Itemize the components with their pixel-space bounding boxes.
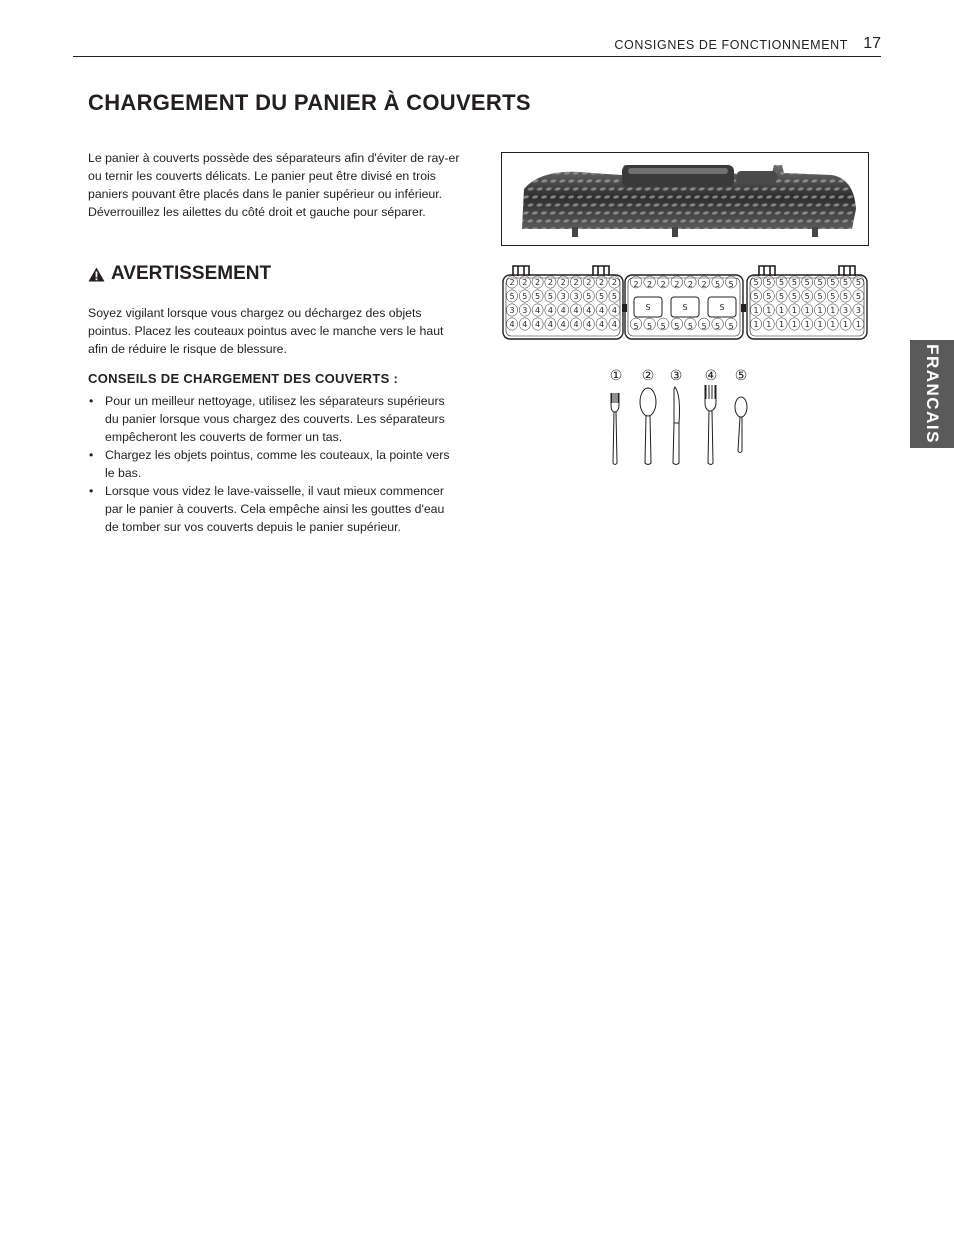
tips-heading: CONSEILS DE CHARGEMENT DES COUVERTS : xyxy=(88,371,399,386)
basket-slot-number: 4 xyxy=(611,320,617,329)
basket-slot-number: 2 xyxy=(586,278,592,287)
basket-slot-number: 5 xyxy=(791,278,797,287)
basket-slot-number: 2 xyxy=(660,280,666,289)
utensil-number: ⑤ xyxy=(734,368,748,384)
basket-slot-number: S xyxy=(682,303,688,312)
basket-slot-number: 5 xyxy=(804,292,810,301)
basket-slot-number: 4 xyxy=(535,306,541,315)
warning-triangle-icon xyxy=(88,267,105,282)
tips-list xyxy=(88,392,460,536)
basket-slot-number: 5 xyxy=(586,292,592,301)
basket-slot-number: 5 xyxy=(855,278,861,287)
utensil-number: ④ xyxy=(704,368,718,384)
basket-slot-number: 3 xyxy=(855,306,861,315)
basket-slot-number: 2 xyxy=(701,280,707,289)
page-number: 17 xyxy=(863,35,881,52)
basket-slot-number: 1 xyxy=(830,306,836,315)
basket-slot-number: 5 xyxy=(728,322,734,331)
fork-icon xyxy=(611,393,619,465)
basket-slot-number: 4 xyxy=(509,320,515,329)
basket-slot-number: 2 xyxy=(687,280,693,289)
basket-slot-number: 5 xyxy=(633,322,639,331)
header-rule xyxy=(73,56,881,57)
basket-slot-number: 1 xyxy=(817,306,823,315)
basket-slot-number: 5 xyxy=(647,322,653,331)
basket-slot-number: 1 xyxy=(830,320,836,329)
basket-slot-number: 5 xyxy=(547,292,553,301)
basket-slot-number: 5 xyxy=(843,278,849,287)
basket-slot-number: 4 xyxy=(547,320,553,329)
basket-slot-number: 5 xyxy=(674,322,680,331)
basket-slot-number: 1 xyxy=(766,320,772,329)
basket-slot-number: 2 xyxy=(560,278,566,287)
basket-slot-number: 5 xyxy=(522,292,528,301)
list-item: • Lorsque vous videz le lave-vaisselle, il vaut mieux commencer par le panier à couverts. Cela empêche ainsi les gouttes d'eau de tomber sur vos couverts depuis le panier supérieur. xyxy=(88,482,460,536)
basket-slot-number: 3 xyxy=(843,306,849,315)
basket-slot-number: 5 xyxy=(830,292,836,301)
tablespoon-icon xyxy=(640,388,656,465)
basket-slot-number: 1 xyxy=(855,320,861,329)
basket-slot-number: 4 xyxy=(547,306,553,315)
basket-slot-number: 5 xyxy=(779,292,785,301)
basket-slot-number: 4 xyxy=(599,320,605,329)
basket-slot-number: 5 xyxy=(715,322,721,331)
basket-slot-number: 1 xyxy=(766,306,772,315)
basket-slot-number: S xyxy=(645,303,651,312)
language-side-tab-label: FRANCAIS xyxy=(923,344,942,444)
basket-slot-number: 4 xyxy=(586,306,592,315)
basket-slot-number: 4 xyxy=(599,306,605,315)
warning-text: Soyez vigilant lorsque vous chargez ou déchargez des objets pointus. Placez les couteaux pointus avec le manche vers le haut afin de réduire le risque de blessure. xyxy=(88,306,444,356)
basket-slot-number: 1 xyxy=(817,320,823,329)
utensil-number: ② xyxy=(641,368,655,384)
list-item: • Pour un meilleur nettoyage, utilisez les séparateurs supérieurs du panier lorsque vous chargez des couverts. Les séparateurs empêcheront les couverts de former un tas. xyxy=(88,392,460,446)
basket-slot-number: 1 xyxy=(804,320,810,329)
basket-slot-number: 5 xyxy=(701,322,707,331)
basket-slot-number: 5 xyxy=(830,278,836,287)
warning-heading xyxy=(88,263,271,285)
basket-slot-number: 5 xyxy=(804,278,810,287)
header-section-label: CONSIGNES DE FONCTIONNEMENT xyxy=(614,38,848,52)
basket-slot-number: 2 xyxy=(611,278,617,287)
language-side-tab xyxy=(910,340,954,448)
basket-slot-number: 3 xyxy=(560,292,566,301)
basket-slot-number: 2 xyxy=(647,280,653,289)
basket-slot-number: 2 xyxy=(674,280,680,289)
basket-slot-number: 2 xyxy=(535,278,541,287)
basket-slot-number: 5 xyxy=(855,292,861,301)
basket-slot-number: 1 xyxy=(791,306,797,315)
basket-slot-number: 2 xyxy=(522,278,528,287)
basket-slot-number: 2 xyxy=(547,278,553,287)
basket-slot-number: 4 xyxy=(535,320,541,329)
basket-slot-number: 5 xyxy=(843,292,849,301)
basket-slot-number: 1 xyxy=(791,320,797,329)
basket-slot-number: 5 xyxy=(791,292,797,301)
list-item: • Chargez les objets pointus, comme les couteaux, la pointe vers le bas. xyxy=(88,446,460,482)
knife-icon xyxy=(673,387,680,465)
basket-slot-number: 2 xyxy=(509,278,515,287)
cutlery-basket-photo xyxy=(501,152,869,246)
basket-slot-number: 4 xyxy=(586,320,592,329)
basket-slot-number: 5 xyxy=(766,292,772,301)
basket-slot-number: 5 xyxy=(753,278,759,287)
utensil-number: ① xyxy=(609,368,623,384)
basket-slot-number: 5 xyxy=(766,278,772,287)
utensil-number: ③ xyxy=(669,368,683,384)
basket-slot-number: 4 xyxy=(573,306,579,315)
basket-layout-svg xyxy=(501,262,869,344)
basket-slot-number: 4 xyxy=(560,320,566,329)
dinner-fork-icon xyxy=(705,385,716,465)
basket-slot-number: 4 xyxy=(560,306,566,315)
basket-slot-number: 5 xyxy=(779,278,785,287)
basket-connector xyxy=(741,304,746,312)
basket-slot-number: 5 xyxy=(687,322,693,331)
basket-slot-number: 5 xyxy=(599,292,605,301)
basket-slot-number: 5 xyxy=(753,292,759,301)
basket-slot-number: 4 xyxy=(522,320,528,329)
basket-slot-number: 4 xyxy=(611,306,617,315)
basket-slot-number: 5 xyxy=(728,280,734,289)
warning-heading-label: AVERTISSEMENT xyxy=(111,263,272,284)
basket-slot-number: 1 xyxy=(843,320,849,329)
basket-slot-number: 2 xyxy=(573,278,579,287)
basket-loading-diagram xyxy=(501,262,869,344)
basket-slot-number: 3 xyxy=(509,306,515,315)
intro-paragraph: Le panier à couverts possède des séparateurs afin d'éviter de ray-er ou ternir les couverts délicats. Le panier peut être divisé en trois paniers pouvant être placés dans le panier supérieur ou inférieur. Déverrouillez les ailettes du côté droit et gauche pour séparer. xyxy=(88,151,460,219)
basket-slot-number: 5 xyxy=(715,280,721,289)
basket-slot-number: 1 xyxy=(753,306,759,315)
basket-slot-number: 3 xyxy=(573,292,579,301)
basket-slot-number: 5 xyxy=(535,292,541,301)
teaspoon-icon xyxy=(735,397,747,453)
basket-slot-number: 1 xyxy=(753,320,759,329)
basket-slot-number: 3 xyxy=(522,306,528,315)
basket-slot-number: S xyxy=(719,303,725,312)
basket-slot-number: 2 xyxy=(599,278,605,287)
page-title: CHARGEMENT DU PANIER À COUVERTS xyxy=(88,90,531,115)
basket-slot-number: 1 xyxy=(804,306,810,315)
basket-slot-number: 5 xyxy=(611,292,617,301)
basket-slot-number: 1 xyxy=(779,320,785,329)
basket-slot-number: 5 xyxy=(509,292,515,301)
utensil-legend-svg xyxy=(598,365,758,469)
basket-slot-number: 5 xyxy=(817,278,823,287)
basket-connector xyxy=(622,304,627,312)
basket-slot-number: 2 xyxy=(633,280,639,289)
basket-slot-number: 4 xyxy=(573,320,579,329)
basket-slot-number: 5 xyxy=(660,322,666,331)
basket-slot-number: 1 xyxy=(779,306,785,315)
cutlery-basket-illustration xyxy=(502,153,868,245)
basket-slot-number: 5 xyxy=(817,292,823,301)
utensil-legend xyxy=(598,365,758,469)
